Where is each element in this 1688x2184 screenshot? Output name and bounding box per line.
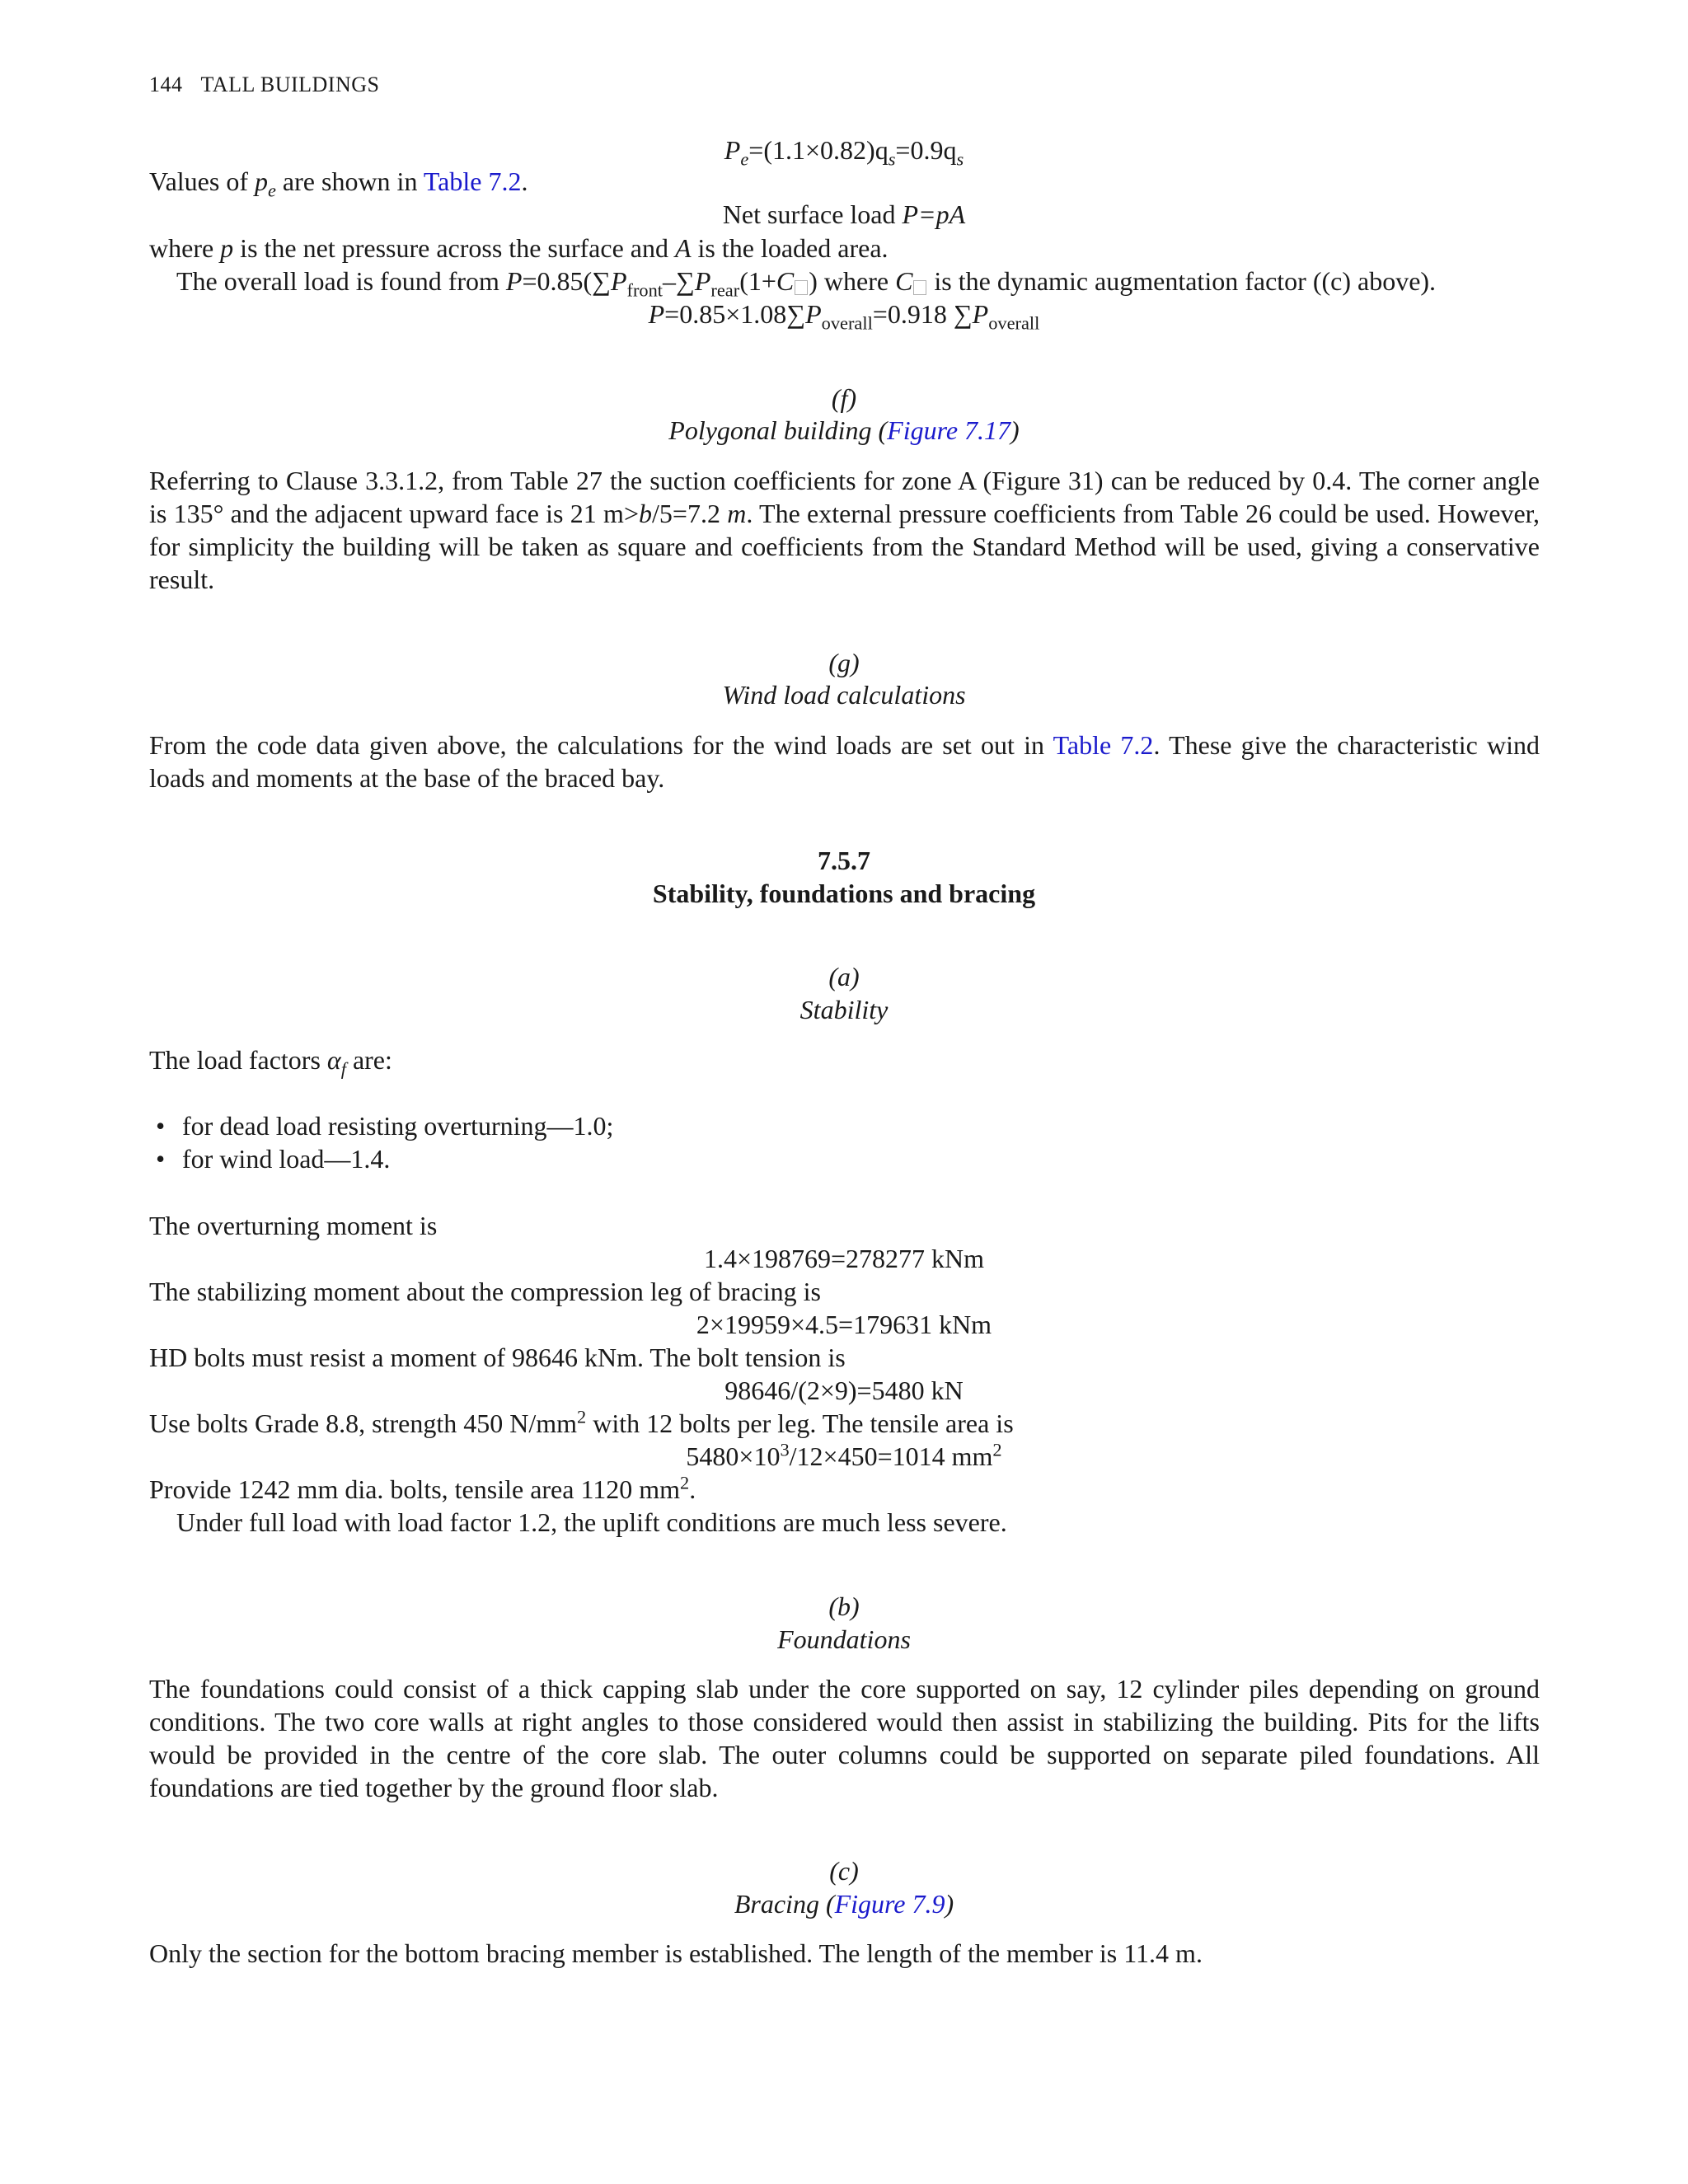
- subsection-g-title: Wind load calculations: [722, 680, 966, 710]
- use-bolts-line: Use bolts Grade 8.8, strength 450 $N/mm^2$ with 12 bolts per leg. The tensile area is: [149, 1406, 1014, 1438]
- missing-glyph-box: [795, 280, 808, 295]
- subsection-a-title: Stability: [799, 995, 889, 1024]
- overturning-equation: 1.4×198769=278277 kNm: [703, 1244, 985, 1273]
- missing-glyph-box: [913, 280, 926, 295]
- list-item: • for wind load—1.4.: [156, 1144, 391, 1174]
- page-header: [149, 73, 379, 97]
- section-title: Stability, foundations and bracing: [652, 879, 1036, 908]
- equation-pe: $P_e=(1.1\times 0.82)q_s=0.9q_s$: [724, 135, 964, 170]
- foundations-paragraph: The foundations could consist of a thick capping slab under the core supported on say, 12 cylinder piles depending on ground conditions. The two core walls at right angles to those considered would then assist in stabilizing the building. Pits for the lifts would be provided in the centre of the core slab. The outer columns could be supported on separate piled foundations. All foundations are tied together by the ground floor slab.: [149, 1674, 1540, 1802]
- tensile-area-equation: $5480\times 10^3/12\times 450=1014$ $mm^2$: [686, 1439, 1002, 1471]
- subsection-a-label: (a): [828, 962, 860, 991]
- overturning-line: The overturning moment is: [149, 1211, 438, 1240]
- where-p-line: where p is the net pressure across the surface and A is the loaded area.: [149, 233, 889, 263]
- table-7-2-link[interactable]: Table 7.2: [1053, 730, 1154, 760]
- subsection-b-title: Foundations: [777, 1624, 911, 1654]
- wind-load-paragraph: From the code data given above, the calculations for the wind loads are set out in Table 7.2. These give the characteristic wind loads and moments at the base of the braced bay.: [149, 730, 1540, 793]
- overall-load-equation: $P=0.85\times 1.08\sum P_{overall}=0.918$ $\sum P_{overall}$: [648, 299, 1040, 334]
- overall-load-line: The overall load is found from $P=0.85(\sum P_{front}-\sum P_{rear}(1+C$ ) where C is the dynamic augmentation factor ((c) above).: [176, 266, 1437, 301]
- net-surface-load-equation: Net surface load P=pA: [722, 199, 966, 229]
- values-line: Values of $p_e$ are shown in Table 7.2.: [149, 166, 528, 201]
- provide-bolts-line: Provide 1242 mm dia. bolts, tensile area 1120 $mm^2$.: [149, 1472, 696, 1504]
- subsection-f-title: Polygonal building (Figure 7.17): [668, 415, 1020, 445]
- polygonal-building-paragraph: Referring to Clause 3.3.1.2, from Table 27 the suction coefficients for zone A (Figure 31) can be reduced by 0.4. The corner angle is 135° and the adjacent upward face is 21 m>b/5=7.2 m. The external pressure coefficients from Table 26 could be used. However, for simplicity the building will be taken as square and coefficients from the Standard Method will be used, giving a conservative result.: [149, 466, 1540, 594]
- figure-7-9-link[interactable]: Figure 7.9: [834, 1889, 945, 1919]
- subsection-b-label: (b): [828, 1591, 860, 1621]
- page-number: 144: [149, 73, 183, 96]
- hd-bolts-line: HD bolts must resist a moment of 98646 kNm. The bolt tension is: [149, 1343, 846, 1372]
- stabilizing-equation: 2×19959×4.5=179631 kNm: [696, 1310, 992, 1339]
- figure-7-17-link[interactable]: Figure 7.17: [887, 415, 1011, 445]
- subsection-c-title: Bracing (Figure 7.9): [734, 1889, 954, 1919]
- load-factors-line: The load factors $\alpha_f$ are:: [149, 1045, 392, 1080]
- full-load-line: Under full load with load factor 1.2, the uplift conditions are much less severe.: [176, 1507, 1007, 1537]
- section-number: 7.5.7: [818, 846, 870, 875]
- bolt-tension-equation: 98646/(2×9)=5480 kN: [724, 1376, 964, 1405]
- subsection-f-label: (f): [831, 383, 857, 413]
- table-7-2-link[interactable]: Table 7.2: [423, 166, 522, 196]
- bracing-paragraph: Only the section for the bottom bracing member is established. The length of the member is 11.4 m.: [149, 1938, 1203, 1968]
- subsection-c-label: (c): [829, 1856, 859, 1886]
- stabilizing-line: The stabilizing moment about the compression leg of bracing is: [149, 1277, 821, 1306]
- running-title: TALL BUILDINGS: [200, 73, 380, 96]
- subsection-g-label: (g): [828, 648, 860, 677]
- list-item: • for dead load resisting overturning—1.0;: [156, 1111, 614, 1141]
